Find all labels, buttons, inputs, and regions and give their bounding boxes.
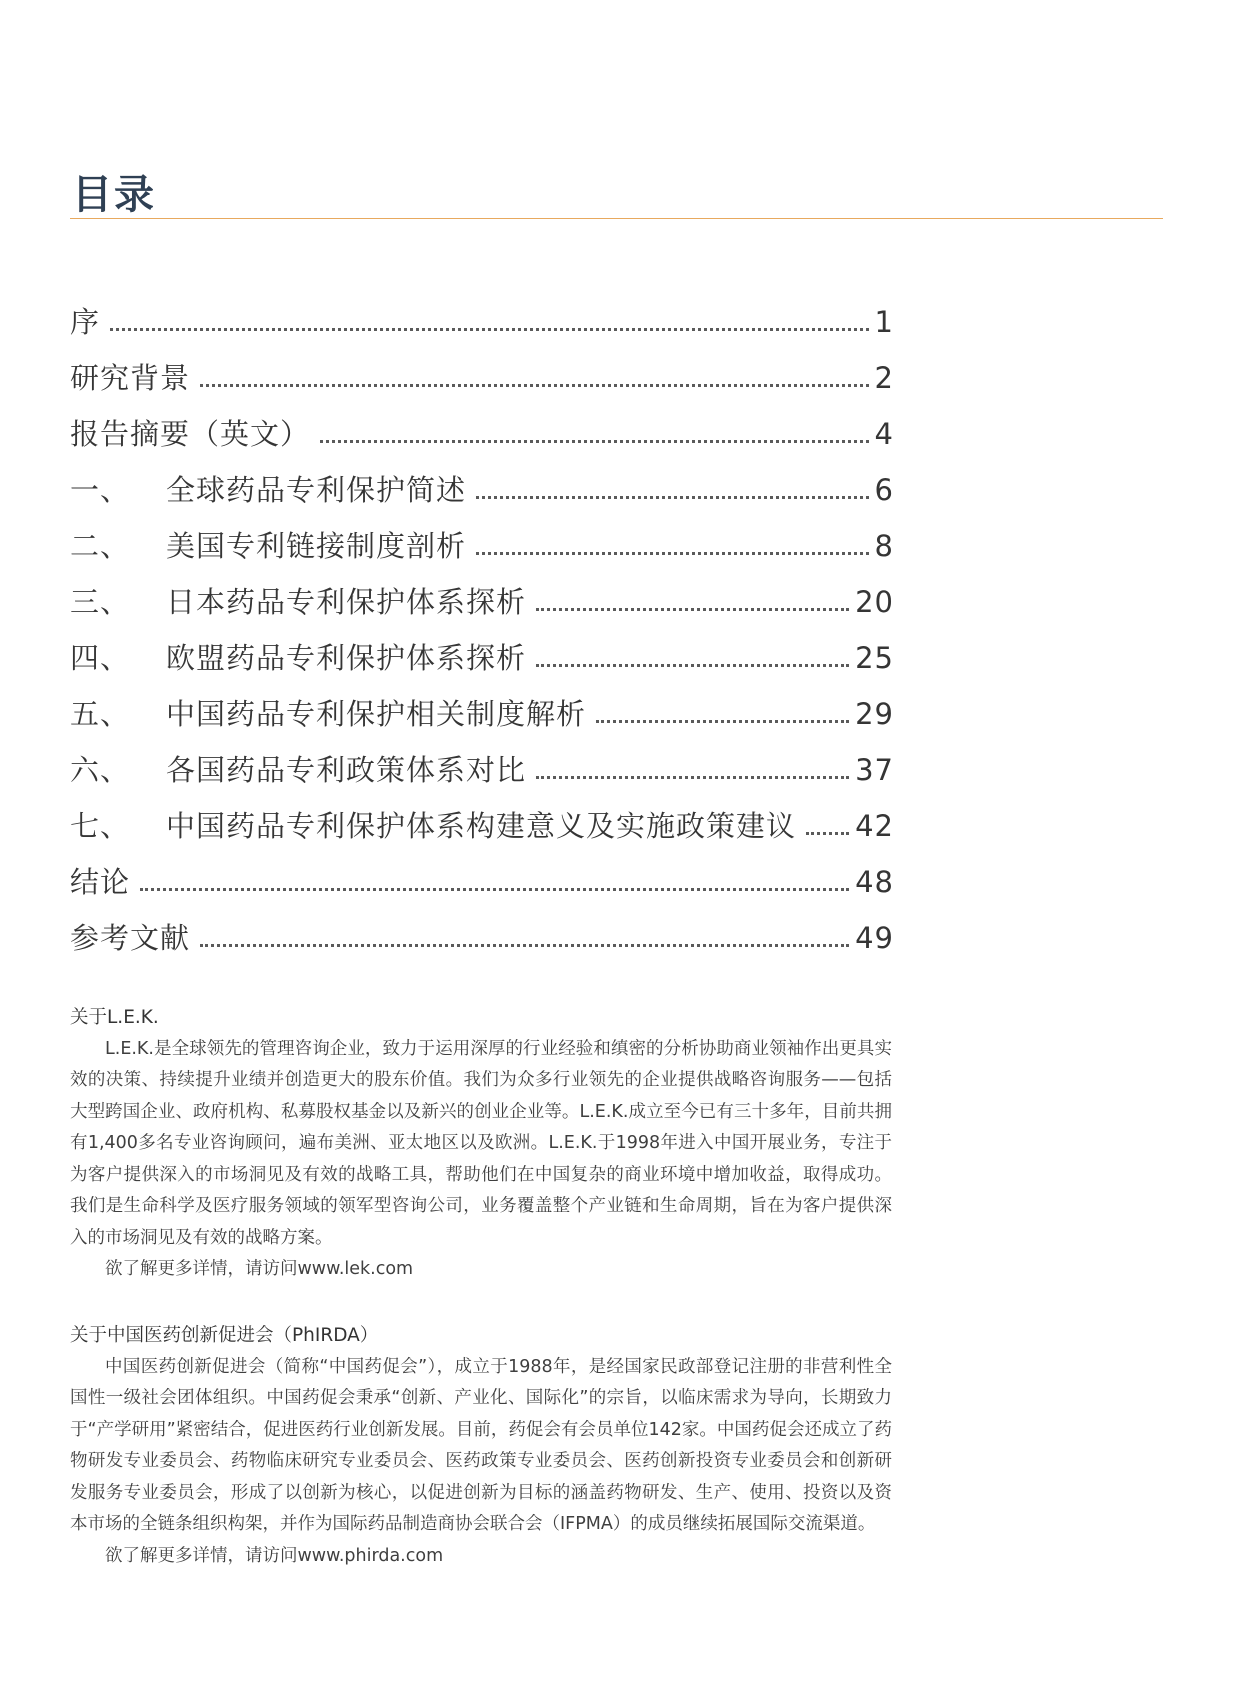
toc-dot-leader (320, 440, 869, 443)
toc-dot-leader (110, 328, 869, 331)
toc-entry-title: 各国药品专利政策体系对比 (166, 753, 527, 788)
about-lek-heading: 关于L.E.K. (70, 1007, 159, 1028)
toc-entry-label (70, 865, 130, 900)
toc-dot-leader (536, 608, 849, 611)
toc-entry-label (70, 809, 796, 844)
toc-entry-title: 日本药品专利保护体系探析 (166, 585, 527, 620)
toc-entry-title: 序 (70, 305, 101, 340)
toc-entry-label (70, 361, 190, 396)
toc-dot-leader (806, 832, 849, 835)
about-phirda-body: 中国医药创新促进会（简称“中国药促会”），成立于1988年，是经国家民政部登记注册的非营利性全国性一级社会团体组织。中国药促会秉承“创新、产业化、国际化”的宗旨，以临床需求为导向，长期致力于“产学研用”紧密结合，促进医药行业创新发展。目前，药促会有会员单位142家。中国药促会还成立了药物研发专业委员会、药物临床研究专业委员会、医药政策专业委员会、医药创新投资专业委员会和创新研发服务专业委员会，形成了以创新为核心，以促进创新为目标的涵盖药物研发、生产、使用、投资以及资本市场的全链条组织构架，并作为国际药品制造商协会联合会（IFPMA）的成员继续拓展国际交流渠道。 (70, 1356, 892, 1534)
toc-entry-number: 一、 (70, 473, 131, 508)
toc-entry-label (70, 473, 466, 508)
toc-entry-page: 48 (855, 865, 894, 900)
toc-entry[interactable] (70, 620, 894, 676)
toc-entry[interactable] (70, 676, 894, 732)
toc-entry-title: 美国专利链接制度剖析 (166, 529, 467, 564)
toc-entry-label (70, 697, 586, 732)
toc-entry[interactable] (70, 284, 894, 340)
toc-entry-label (70, 753, 526, 788)
toc-entry-number: 二、 (70, 529, 131, 564)
toc-entry-page: 42 (855, 809, 894, 844)
toc-entry-label (70, 529, 466, 564)
about-phirda-section (70, 1320, 892, 1572)
toc-entry[interactable] (70, 508, 894, 564)
toc-entry-page: 2 (874, 361, 894, 396)
toc-entry-label (70, 305, 100, 340)
toc-entry-title: 中国药品专利保护相关制度解析 (166, 697, 587, 732)
toc-dot-leader (476, 552, 869, 555)
toc-entry-label (70, 585, 526, 620)
about-lek-section (70, 1002, 892, 1286)
page-title: 目录 (72, 171, 156, 218)
toc-entry-page: 25 (855, 641, 894, 676)
toc-dot-leader (596, 720, 849, 723)
toc-entry-page: 29 (855, 697, 894, 732)
toc-entry[interactable] (70, 900, 894, 956)
toc-entry[interactable] (70, 564, 894, 620)
about-lek-body: L.E.K.是全球领先的管理咨询企业，致力于运用深厚的行业经验和缜密的分析协助商业领袖作出更具实效的决策、持续提升业绩并创造更大的股东价值。我们为众多行业领先的企业提供战略咨询服务——包括大型跨国企业、政府机构、私募股权基金以及新兴的创业企业等。L.E.K.成立至今已有三十多年，目前共拥有1,400多名专业咨询顾问，遍布美洲、亚太地区以及欧洲。L.E.K.于1998年进入中国开展业务，专注于为客户提供深入的市场洞见及有效的战略工具，帮助他们在中国复杂的商业环境中增加收益，取得成功。我们是生命科学及医疗服务领域的领军型咨询公司，业务覆盖整个产业链和生命周期，旨在为客户提供深入的市场洞见及有效的战略方案。 (70, 1038, 892, 1248)
toc-entry-page: 4 (874, 417, 894, 452)
toc-dot-leader (140, 888, 849, 891)
title-divider (70, 218, 1163, 219)
toc-entry[interactable] (70, 732, 894, 788)
toc-entry-number: 七、 (70, 809, 131, 844)
toc-entry-number: 五、 (70, 697, 131, 732)
toc-dot-leader (536, 664, 849, 667)
toc-entry-title: 参考文献 (70, 921, 191, 956)
about-phirda-heading: 关于中国医药创新促进会（PhIRDA） (70, 1325, 379, 1346)
toc-entry-title: 报告摘要（英文） (70, 417, 311, 452)
toc-entry-title: 全球药品专利保护简述 (166, 473, 467, 508)
toc-entry-number: 四、 (70, 641, 131, 676)
toc-dot-leader (476, 496, 869, 499)
toc-entry-title: 研究背景 (70, 361, 191, 396)
about-lek-website-link[interactable]: 欲了解更多详情，请访问www.lek.com (105, 1259, 414, 1279)
toc-entry-label (70, 417, 310, 452)
toc-entry-label (70, 641, 526, 676)
toc-entry-page: 6 (874, 473, 894, 508)
toc-dot-leader (200, 944, 849, 947)
toc-entry-page: 1 (874, 305, 894, 340)
toc-entry[interactable] (70, 452, 894, 508)
toc-entry-title: 欧盟药品专利保护体系探析 (166, 641, 527, 676)
toc-entry-page: 37 (855, 753, 894, 788)
toc-entry-page: 8 (874, 529, 894, 564)
toc-entry[interactable] (70, 340, 894, 396)
toc-entry[interactable] (70, 844, 894, 900)
toc-entry[interactable] (70, 396, 894, 452)
toc-dot-leader (200, 384, 869, 387)
table-of-contents (70, 284, 894, 956)
toc-entry-number: 六、 (70, 753, 131, 788)
toc-entry[interactable] (70, 788, 894, 844)
toc-entry-label (70, 921, 190, 956)
toc-entry-title: 中国药品专利保护体系构建意义及实施政策建议 (166, 809, 797, 844)
toc-entry-page: 20 (855, 585, 894, 620)
toc-dot-leader (536, 776, 849, 779)
toc-entry-number: 三、 (70, 585, 131, 620)
toc-entry-page: 49 (855, 921, 894, 956)
toc-entry-title: 结论 (70, 865, 131, 900)
about-phirda-website-link[interactable]: 欲了解更多详情，请访问www.phirda.com (105, 1545, 444, 1566)
